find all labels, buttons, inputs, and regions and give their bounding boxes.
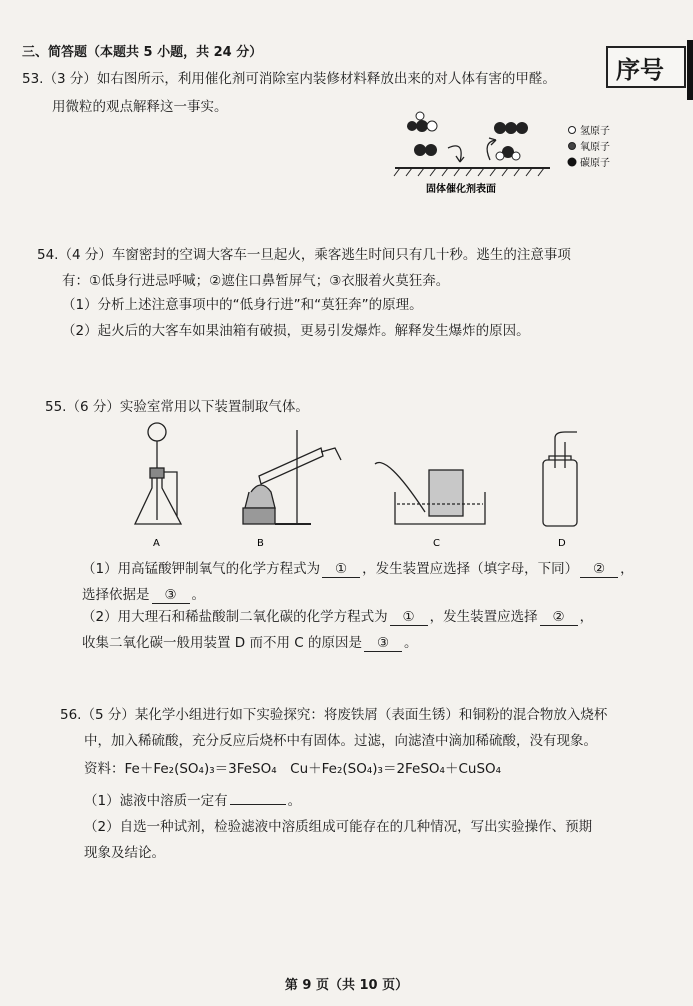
apparatus-label-d: D <box>558 538 566 549</box>
blank-2-1[interactable]: ① <box>390 610 428 626</box>
q56-line4: （1）滤液中溶质一定有 。 <box>84 793 302 809</box>
legend-oxygen-icon <box>569 143 576 150</box>
q55-p1-line1: （1）用高锰酸钾制氧气的化学方程式为 ① ，发生装置应选择（填字母，下同） ② ， <box>82 561 634 577</box>
blank-1-3[interactable]: ③ <box>152 588 190 604</box>
q56-line6: 现象及结论。 <box>84 845 165 861</box>
q56-line5: （2）自选一种试剂，检验滤液中溶质组成可能存在的几种情况，写出实验操作、预期 <box>84 819 593 835</box>
oxygen-molecule <box>414 144 437 156</box>
catalyst-diagram <box>390 110 630 200</box>
page-footer: 第 9 页（共 10 页） <box>284 978 409 993</box>
diagram-caption: 固体催化剂表面 <box>426 184 496 195</box>
section-title: 三、简答题（本题共 5 小题，共 24 分） <box>22 45 263 60</box>
q55-p1-line2: 选择依据是 ③ 。 <box>82 587 205 603</box>
apparatus-label-a: A <box>153 538 160 549</box>
q55-p2-line2: 收集二氧化碳一般用装置 D 而不用 C 的原因是 ③ 。 <box>82 635 418 651</box>
blank-1-1[interactable]: ① <box>322 562 360 578</box>
arrow-release <box>487 140 496 160</box>
legend-carbon: 碳原子 <box>580 158 610 169</box>
q55-line1: 55.（6 分）实验室常用以下装置制取气体。 <box>45 399 309 415</box>
water-molecule <box>496 146 520 160</box>
apparatus-label-b: B <box>257 538 264 549</box>
apparatus-c <box>375 463 485 524</box>
legend-oxygen: 氧原子 <box>580 142 610 153</box>
blank-2-2[interactable]: ② <box>540 610 578 626</box>
q55-p2-line1: （2）用大理石和稀盐酸制二氧化碳的化学方程式为 ① ，发生装置应选择 ② ， <box>82 609 594 625</box>
q53-line2: 用微粒的观点解释这一事实。 <box>52 99 228 115</box>
blank-2-3[interactable]: ③ <box>364 636 402 652</box>
apparatus-a <box>135 423 181 524</box>
apparatus-d <box>543 432 577 526</box>
page-edge-mark <box>687 40 693 100</box>
apparatus-diagram <box>125 420 595 552</box>
serial-number-box: 序号 <box>606 46 686 88</box>
q54-line3: （1）分析上述注意事项中的“低身行进”和“莫狂奔”的原理。 <box>62 297 423 313</box>
formaldehyde-molecule <box>407 112 437 132</box>
blank-1-2[interactable]: ② <box>580 562 618 578</box>
legend-hydrogen-icon <box>569 127 576 134</box>
q54-line2: 有：①低身行进忌呼喊；②遮住口鼻暂屏气；③衣服着火莫狂奔。 <box>62 273 450 289</box>
q56-line2: 中，加入稀硫酸，充分反应后烧杯中有固体。过滤，向滤渣中滴加稀硫酸，没有现象。 <box>84 733 597 749</box>
co2-molecule <box>494 122 528 134</box>
apparatus-label-c: C <box>433 538 440 549</box>
q56-line3: 资料：Fe＋Fe₂(SO₄)₃＝3FeSO₄ Cu＋Fe₂(SO₄)₃＝2FeSO₄＋CuSO₄ <box>84 761 502 777</box>
legend-hydrogen: 氢原子 <box>580 126 610 137</box>
apparatus-b <box>243 430 341 524</box>
q54-line1: 54.（4 分）车窗密封的空调大客车一旦起火，乘客逃生时间只有几十秒。逃生的注意事项 <box>37 247 571 263</box>
blank-3-1[interactable] <box>230 804 286 805</box>
legend-carbon-icon <box>568 158 577 167</box>
q54-line4: （2）起火后的大客车如果油箱有破损，更易引发爆炸。解释发生爆炸的原因。 <box>62 323 530 339</box>
q56-line1: 56.（5 分）某化学小组进行如下实验探究：将废铁屑（表面生锈）和铜粉的混合物放入烧杯 <box>60 707 608 723</box>
q53-line1: 53.（3 分）如右图所示，利用催化剂可消除室内装修材料释放出来的对人体有害的甲醛。 <box>22 71 556 87</box>
